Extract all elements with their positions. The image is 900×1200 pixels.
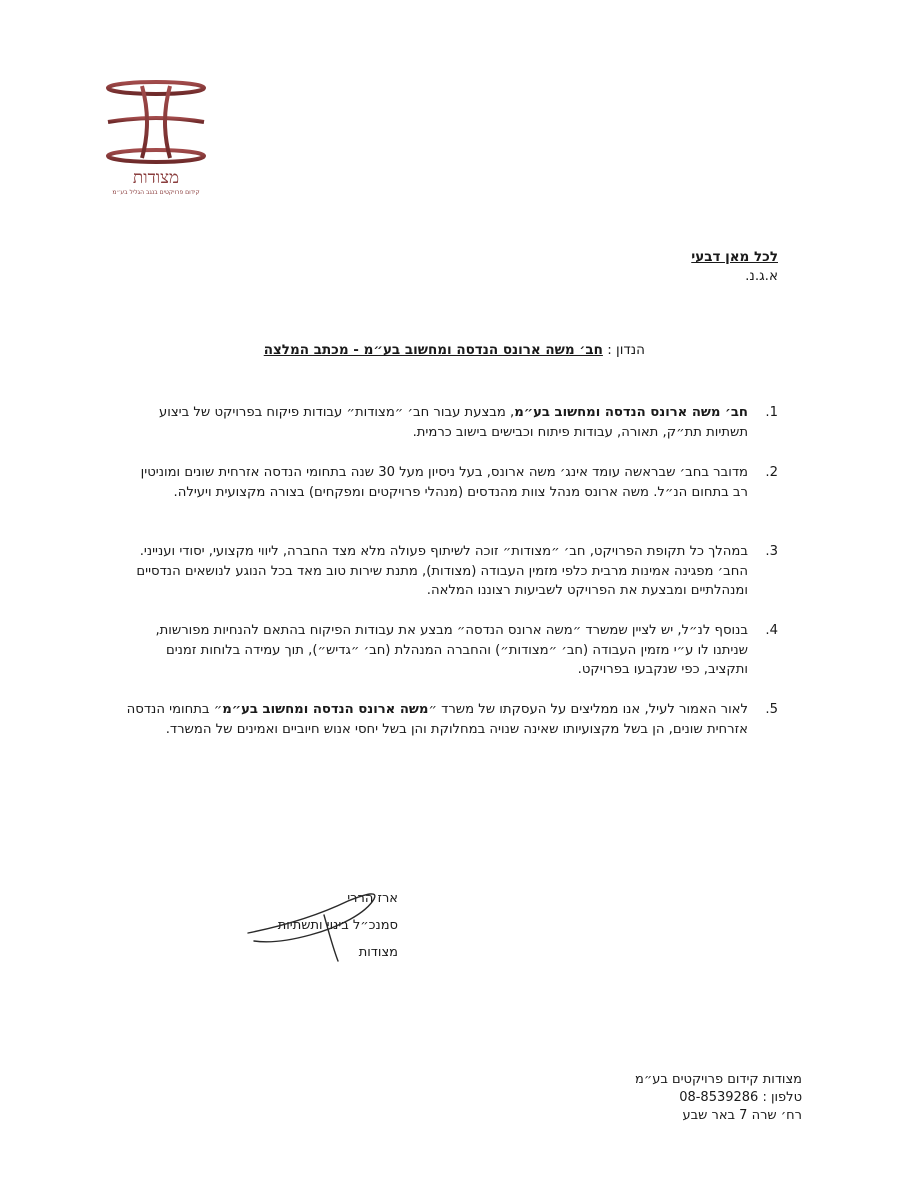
footer-phone: טלפון : 08-8539286 xyxy=(679,1090,802,1105)
subject-line xyxy=(145,342,645,358)
paragraph-lead: לאור האמור לעיל, אנו ממליצים על העסקתו של משרד ״ xyxy=(428,702,748,717)
paragraph-number: 1. xyxy=(765,405,778,420)
paragraph-text: ״ בתחומי הנדסה אזרחית שונים, הן בשל מקצועיותו שאינה שנויה במחלוקת והן בשל יחסי אנוש חיוביים ואמינים של המשרד. xyxy=(126,702,748,737)
addressee-greeting: א.ג.נ. xyxy=(745,268,778,284)
signer-role: סמנכ״ל בינוי ותשתיות xyxy=(277,918,398,933)
paragraph-number: 3. xyxy=(765,544,778,559)
footer-address: רח׳ שרה 7 באר שבע xyxy=(682,1108,802,1123)
addressee-block xyxy=(478,248,778,286)
signer-name: ארז הררי xyxy=(347,891,398,906)
logo-tagline: קידום פרויקטים בנגב הגליל בע״מ xyxy=(112,189,200,196)
paragraph-number: 4. xyxy=(765,623,778,638)
paragraph-4 xyxy=(122,621,778,680)
handwritten-signature-icon xyxy=(228,885,398,965)
addressee-to: לכל מאן דבעי xyxy=(691,249,778,265)
paragraph-number: 5. xyxy=(765,702,778,717)
letter-body xyxy=(122,403,778,737)
logo-name: מצודות xyxy=(132,168,180,188)
paragraph-text: בנוסף לנ״ל, יש לציין שמשרד ״משה ארונס הנדסה״ מבצע את עבודות הפיקוח בהתאם להנחיות מפורשות, שניתנו לו ע״י מזמין העבודה (חב׳ ״מצודות״) והחברה המנהלת (חב׳ ״גדיש״), תוך עמידה בלוחות זמנים ותקציב, כפי שנקבעו בפרויקט. xyxy=(155,623,748,677)
company-name-bold: משה ארונס הנדסה ומחשוב בע״מ xyxy=(222,702,429,717)
subject-text: חב׳ משה ארונס הנדסה ומחשוב בע״מ - מכתב המלצה xyxy=(263,342,603,358)
paragraph-5 xyxy=(122,700,778,739)
signature-block xyxy=(228,885,398,965)
logo-emblem-icon xyxy=(100,78,212,166)
paragraph-text: , מבצעת עבור חב׳ ״מצודות״ עבודות פיקוח בפרויקט של ביצוע תשתיות תת״ק, תאורה, עבודות פיתוח וכבישים בישוב כרמית. xyxy=(159,405,748,440)
paragraph-3 xyxy=(122,542,778,601)
paragraph-number: 2. xyxy=(765,465,778,480)
subject-label: הנדון : xyxy=(602,342,645,358)
paragraph-1 xyxy=(122,403,778,442)
paragraph-text: במהלך כל תקופת הפרויקט, חב׳ ״מצודות״ זוכה לשיתוף פעולה מלא מצד החברה, ליווי מקצועי, יסודי וענייני. החב׳ מפגינה אמינות מרבית כלפי מזמין העבודה (מצודות), מתנת שירות טוב מאד בכל הנוגע לנושאים הנדסיים ומנהלתיים ומבצעת את הפרויקט לשביעות רצוננו המלאה. xyxy=(136,544,748,598)
footer-contact xyxy=(502,1071,802,1125)
company-name-bold: חב׳ משה ארונס הנדסה ומחשוב בע״מ xyxy=(514,405,748,420)
paragraph-2 xyxy=(122,463,778,502)
company-logo xyxy=(100,78,212,196)
signer-company: מצודות xyxy=(358,945,398,960)
paragraph-text: מדובר בחב׳ שבראשה עומד אינג׳ משה ארונס, בעל ניסיון מעל 30 שנה בתחומי הנדסה אזרחית שונים ומוניטין רב בתחום הנ״ל. משה ארונס מנהל צוות מהנדסים (מנהלי פרויקטים ומפקחים) בצורה מקצועית ויעילה. xyxy=(140,465,748,500)
footer-company: מצודות קידום פרויקטים בע״מ xyxy=(634,1072,802,1087)
